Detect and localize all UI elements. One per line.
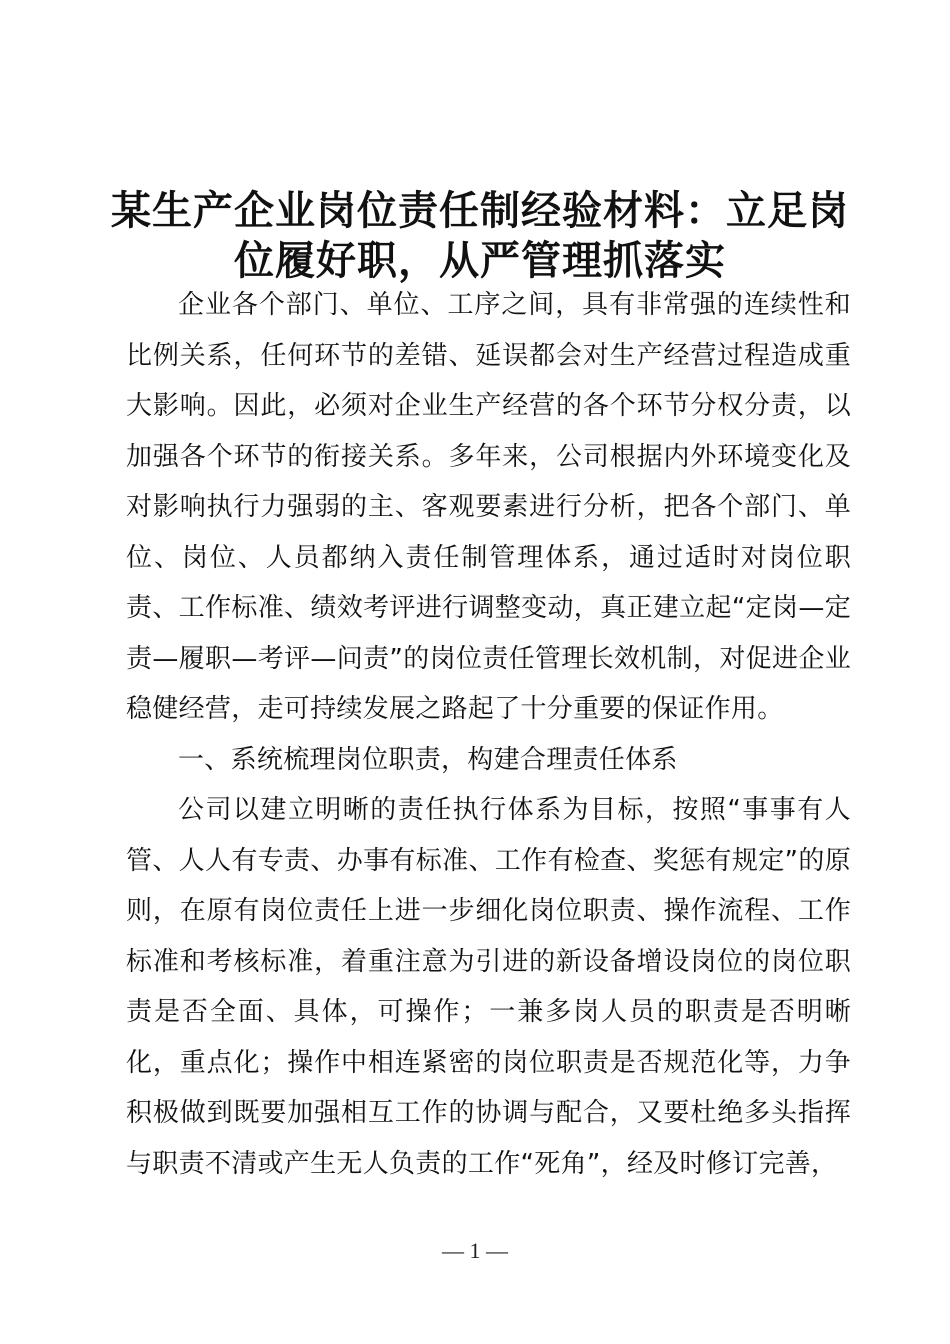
body-paragraph: 公司以建立明晰的责任执行体系为目标，按照“事事有人管、人人有专责、办事有标准、工作有检查、奖惩有规定”的原则，在原有岗位责任上进一步细化岗位职责、操作流程、工作标准和考核标准，着重注意为引进的新设备增设岗位的岗位职责是否全面、具体，可操作；一兼多岗人员的职责是否明晰化，重点化；操作中相连紧密的岗位职责是否规范化等，力争积极做到既要加强相互工作的协调与配合，又要杜绝多头指挥与职责不清或产生无人负责的工作“死角”，经及时修订完善， — [126, 795, 851, 1179]
page-number: — 1 — — [442, 1238, 508, 1263]
document-title: 某生产企业岗位责任制经验材料：立足岗位履好职，从严管理抓落实 — [111, 187, 849, 284]
body-paragraph: 企业各个部门、单位、工序之间，具有非常强的连续性和比例关系，任何环节的差错、延误都会对生产经营过程造成重大影响。因此，必须对企业生产经营的各个环节分权分责，以加强各个环节的衔接关系。多年来，公司根据内外环境变化及对影响执行力强弱的主、客观要素进行分析，把各个部门、单位、岗位、人员都纳入责任制管理体系，通过适时对岗位职责、工作标准、绩效考评进行调整变动，真正建立起“定岗—定责—履职—考评—问责”的岗位责任管理长效机制，对促进企业稳健经营，走可持续发展之路起了十分重要的保证作用。 — [126, 290, 851, 724]
section-heading: 一、系统梳理岗位职责，构建合理责任体系 — [178, 744, 678, 775]
document-body — [126, 280, 851, 1189]
